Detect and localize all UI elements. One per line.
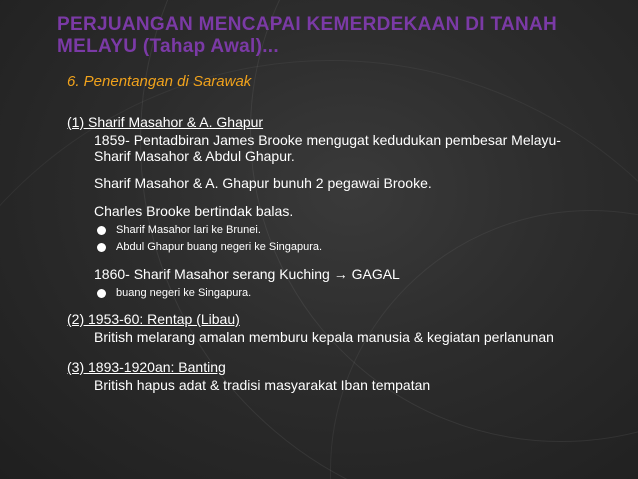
bullet-item bbox=[67, 132, 587, 164]
sub-bullet-item bbox=[67, 240, 587, 255]
bullet-text: GAGAL bbox=[351, 266, 400, 282]
bullet-item bbox=[67, 329, 587, 345]
bullet-item bbox=[67, 266, 587, 282]
sub-bullet-text: Sharif Masahor lari ke Brunei. bbox=[116, 224, 261, 236]
sub-bullet-item bbox=[67, 223, 587, 238]
bullet-dot-icon bbox=[97, 289, 106, 298]
section-heading: (2) 1953-60: Rentap (Libau) bbox=[67, 311, 240, 327]
sub-bullet-item bbox=[67, 286, 587, 301]
bullet-dot-icon bbox=[97, 226, 106, 235]
bullet-text: 1859- Pentadbiran James Brooke mengugat kedudukan pembesar Melayu- Sharif Masahor & Abdul Ghapur. bbox=[94, 132, 561, 164]
bullet-item bbox=[67, 175, 587, 191]
sub-bullet-text: Abdul Ghapur buang negeri ke Singapura. bbox=[116, 241, 323, 253]
bullet-item bbox=[67, 377, 587, 393]
arrow-right-icon: → bbox=[333, 266, 348, 282]
sub-bullet-text: buang negeri ke Singapura. bbox=[116, 287, 252, 299]
bullet-text: Sharif Masahor & A. Ghapur bunuh 2 pegawai Brooke. bbox=[94, 175, 432, 191]
slide-title: PERJUANGAN MENCAPAI KEMERDEKAAN DI TANAH MELAYU (Tahap Awal)... bbox=[57, 14, 558, 57]
slide-content bbox=[67, 114, 587, 393]
bullet-text: British melarang amalan memburu kepala manusia & kegiatan perlanunan bbox=[94, 329, 554, 345]
bullet-dot-icon bbox=[97, 243, 106, 252]
bullet-text: Charles Brooke bertindak balas. bbox=[94, 203, 294, 219]
section-heading: (1) Sharif Masahor & A. Ghapur bbox=[67, 114, 264, 130]
bullet-text: 1860- Sharif Masahor serang Kuching bbox=[94, 266, 330, 282]
slide-subtitle: 6. Penentangan di Sarawak bbox=[67, 73, 252, 90]
bullet-text: British hapus adat & tradisi masyarakat Iban tempatan bbox=[94, 377, 431, 393]
section-heading: (3) 1893-1920an: Banting bbox=[67, 359, 226, 375]
bullet-item bbox=[67, 203, 587, 219]
